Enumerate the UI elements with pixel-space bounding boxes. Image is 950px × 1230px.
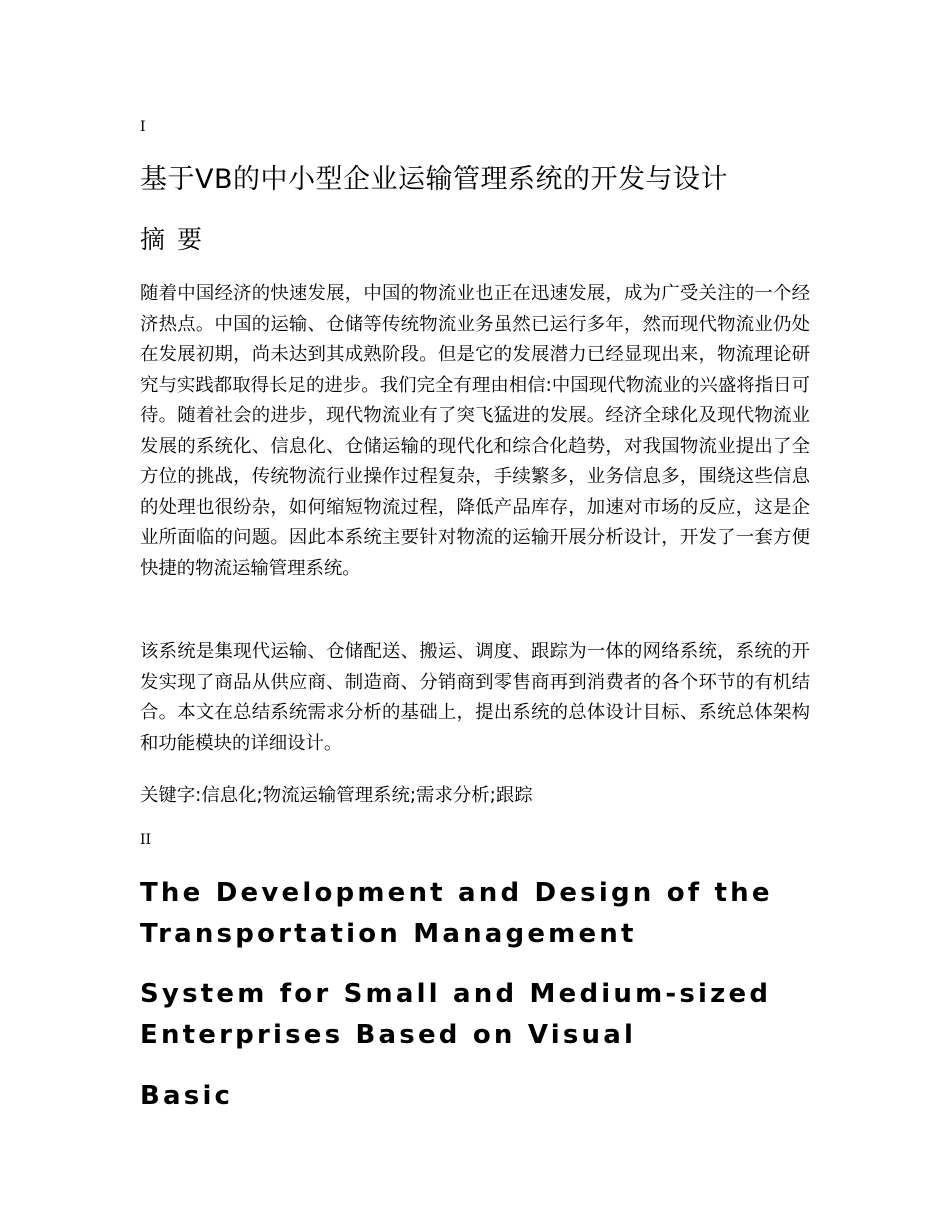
english-title-line: Transportation Management (140, 919, 637, 949)
english-title-part-3: Basic (140, 1081, 234, 1111)
keywords-line: 关键字:信息化;物流运输管理系统;需求分析;跟踪 (140, 785, 533, 806)
english-title-line: Enterprises Based on Visual (140, 1020, 637, 1050)
english-title-line: The Development and Design of the (140, 878, 773, 908)
english-title-part-1 (140, 873, 773, 955)
abstract-paragraph-1: 随着中国经济的快速发展，中国的物流业也正在迅速发展，成为广受关注的一个经济热点。中国的运输、仓储等传统物流业务虽然已运行多年，然而现代物流业仍处在发展初期，尚未达到其成熟阶段。但是它的发展潜力已经显现出来，物流理论研究与实践都取得长足的进步。我们完全有理由相信:中国现代物流业的兴盛将指日可待。随着社会的进步，现代物流业有了突飞猛进的发展。经济全球化及现代物流业发展的系统化、信息化、仓储运输的现代化和综合化趋势，对我国物流业提出了全方位的挑战，传统物流行业操作过程复杂，手续繁多，业务信息多，围绕这些信息的处理也很纷杂，如何缩短物流过程，降低产品库存，加速对市场的反应，这是企业所面临的问题。因此本系统主要针对物流的运输开展分析设计，开发了一套方便快捷的物流运输管理系统。 (140, 283, 810, 579)
english-title-part-2 (140, 974, 771, 1056)
english-title-line: System for Small and Medium-sized (140, 979, 772, 1009)
page-marker-i: I (140, 119, 146, 135)
page-marker-ii: II (140, 832, 152, 848)
chinese-title: 基于VB的中小型企业运输管理系统的开发与设计 (140, 164, 728, 195)
abstract-heading: 摘 要 (140, 225, 204, 254)
abstract-paragraph-2: 该系统是集现代运输、仓储配送、搬运、调度、跟踪为一体的网络系统，系统的开发实现了商品从供应商、制造商、分销商到零售商再到消费者的各个环节的有机结合。本文在总结系统需求分析的基础上，提出系统的总体设计目标、系统总体架构和功能模块的详细设计。 (140, 641, 810, 754)
